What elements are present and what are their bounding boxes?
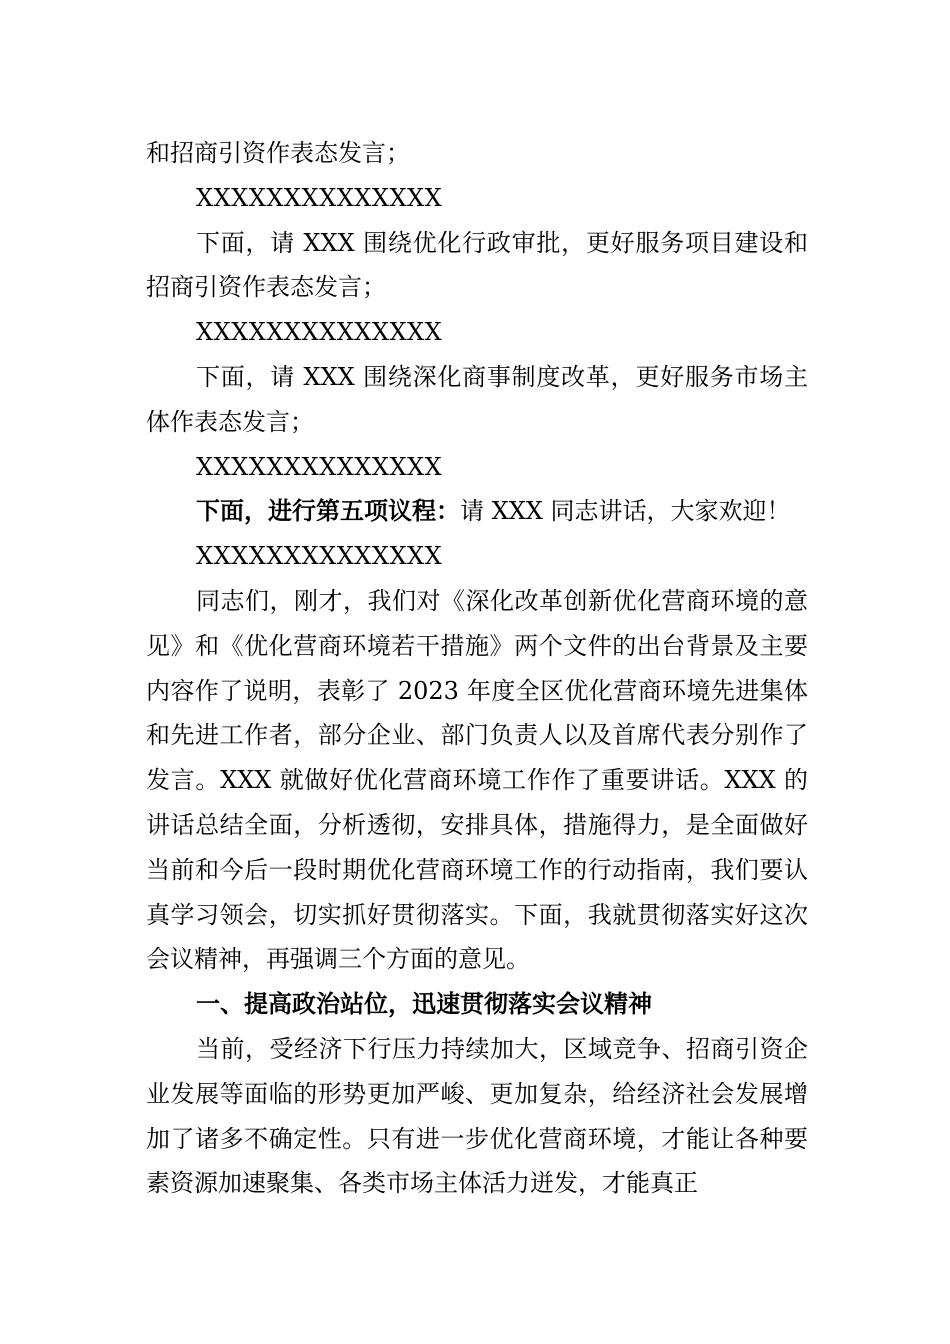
paragraph-speaker-intro: 下面，请 XXX 围绕优化行政审批，更好服务项目建设和招商引资作表态发言； xyxy=(146,228,808,302)
paragraph-speaker-intro: 下面，请 XXX 围绕深化商事制度改革，更好服务市场主体作表态发言； xyxy=(146,362,808,436)
agenda-item-label: 下面，进行第五项议程： xyxy=(196,497,460,526)
paragraph-summary: 同志们，刚才，我们对《深化改革创新优化营商环境的意见》和《优化营商环境若干措施》两个文件的出台背景及主要内容作了说明，表彰了 2023 年度全区优化营商环境先进集体和先进工作者，部分企业、部门负责人以及首席代表分别作了发言。XXX 就做好优化营商环境工作作了重要讲话。XXX 的讲话总结全面，分析透彻，安排具体，措施得力，是全面做好当前和今后一段时期优化营商环境工作的行动指南，我们要认真学习领会，切实抓好贯彻落实。下面，我就贯彻落实好这次会议精神，再强调三个方面的意见。 xyxy=(146,586,808,974)
paragraph-body: 当前，受经济下行压力持续加大，区域竞争、招商引资企业发展等面临的形势更加严峻、更加复杂，给经济社会发展增加了诸多不确定性。只有进一步优化营商环境，才能让各种要素资源加速聚集、各类市场主体活力迸发，才能真正 xyxy=(146,1034,808,1198)
agenda-item-paragraph xyxy=(146,489,808,534)
placeholder-line: XXXXXXXXXXXXXX xyxy=(196,183,443,212)
placeholder-line: XXXXXXXXXXXXXX xyxy=(196,318,443,347)
section-heading: 一、提高政治站位，迅速贯彻落实会议精神 xyxy=(196,990,652,1019)
placeholder-line: XXXXXXXXXXXXXX xyxy=(196,452,443,481)
agenda-item-text: 请 XXX 同志讲话，大家欢迎！ xyxy=(460,497,791,526)
document-body xyxy=(146,131,808,1206)
paragraph-continuation: 和招商引资作表态发言； xyxy=(146,139,410,167)
placeholder-line: XXXXXXXXXXXXXX xyxy=(196,542,443,571)
